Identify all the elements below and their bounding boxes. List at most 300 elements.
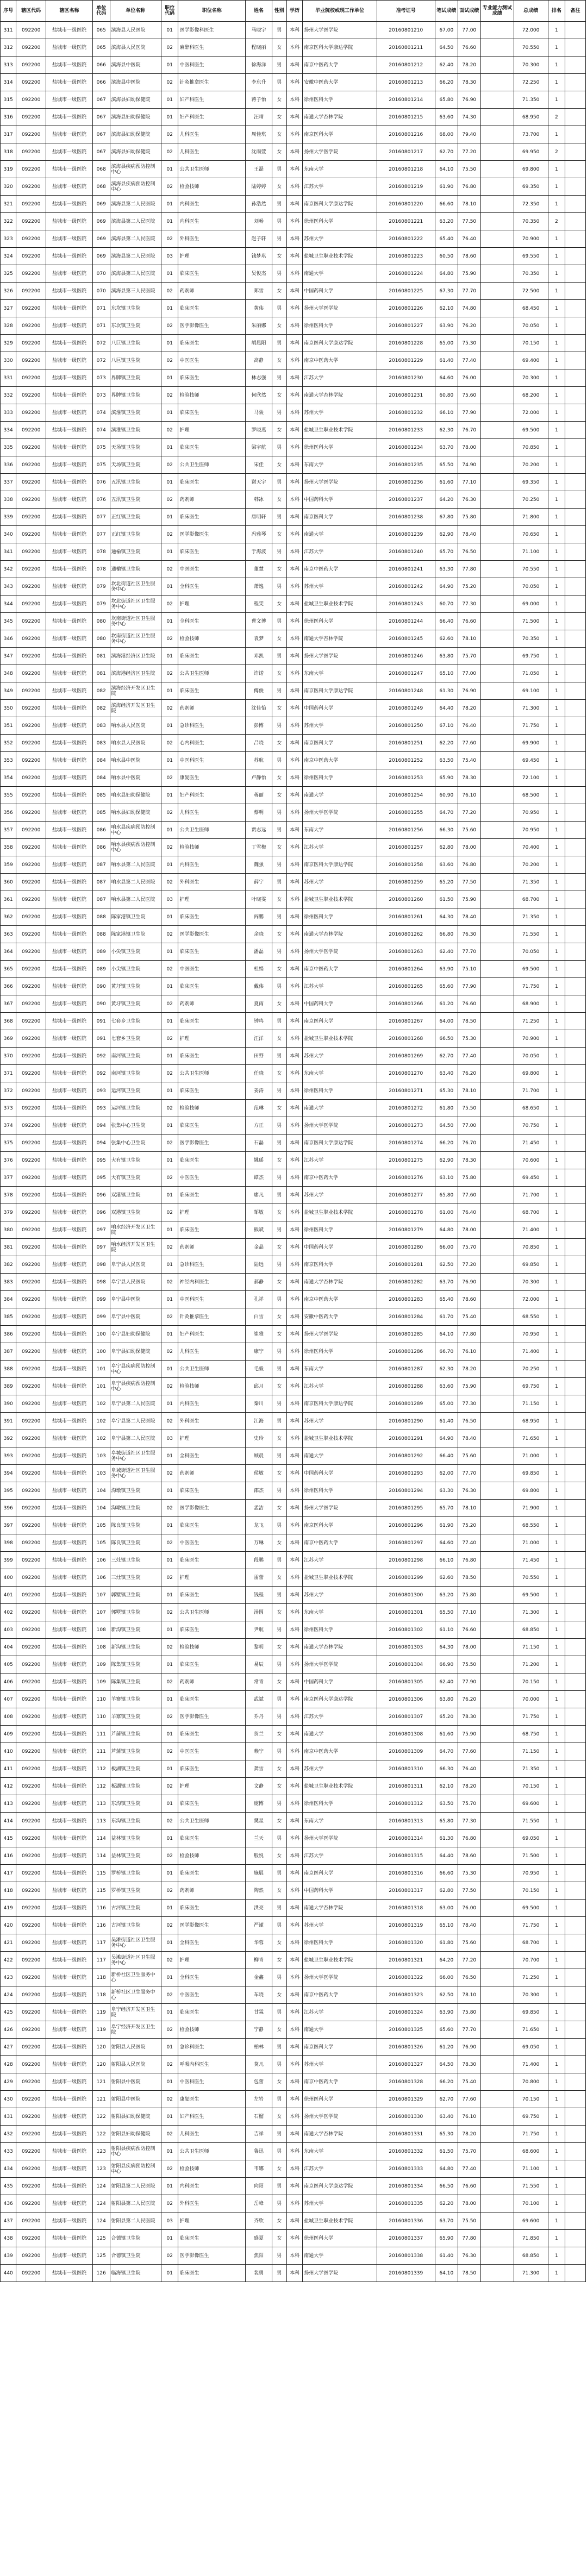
col-ticket-cell: 20160801295 bbox=[377, 1500, 435, 1517]
col-written-cell: 67.30 bbox=[435, 283, 458, 300]
col-area-code-cell: 092200 bbox=[16, 1013, 46, 1030]
col-post-name-cell: 临床医生 bbox=[178, 2004, 246, 2021]
col-name-cell: 石榴 bbox=[246, 2108, 272, 2126]
col-seq-cell: 332 bbox=[1, 387, 16, 404]
col-area-code-cell: 092200 bbox=[16, 109, 46, 126]
col-post-code-cell: 01 bbox=[161, 2143, 178, 2160]
col-unit-name-cell: 滨海县妇幼保健院 bbox=[110, 126, 161, 143]
col-remark-cell bbox=[565, 1986, 586, 2004]
col-remark-cell bbox=[565, 578, 586, 596]
col-ticket-cell: 20160801296 bbox=[377, 1517, 435, 1534]
col-unit-name-cell: 新桥社区卫生服务中心 bbox=[110, 1969, 161, 1986]
col-rank-cell: 1 bbox=[548, 265, 565, 283]
col-written-cell: 66.20 bbox=[435, 1135, 458, 1152]
col-written-cell: 64.50 bbox=[435, 2056, 458, 2073]
col-post-name-cell: 药剂师 bbox=[178, 1239, 246, 1256]
col-seq-cell: 334 bbox=[1, 422, 16, 439]
col-ticket-cell: 20160801255 bbox=[377, 804, 435, 822]
col-remark-cell bbox=[565, 1169, 586, 1187]
col-area-code-cell: 092200 bbox=[16, 1343, 46, 1361]
col-unit-name-cell: 响水县疾病预防控制中心 bbox=[110, 822, 161, 839]
col-remark-cell bbox=[565, 126, 586, 143]
col-area-name-cell: 盐城市一级医院 bbox=[46, 1169, 92, 1187]
table-row bbox=[1, 613, 586, 630]
col-unit-code-cell: 072 bbox=[93, 335, 110, 352]
col-unit-name-cell: 益林镇卫生院 bbox=[110, 1830, 161, 1847]
col-school-cell: 南通大学杏林学院 bbox=[303, 1639, 377, 1656]
col-rank-cell: 1 bbox=[548, 1465, 565, 1482]
col-unit-code-cell: 126 bbox=[93, 2265, 110, 2282]
col-area-name-cell: 盐城市一级医院 bbox=[46, 978, 92, 995]
col-post-name-cell: 检验技师 bbox=[178, 630, 246, 648]
col-name-cell: 钱程 bbox=[246, 1587, 272, 1604]
col-seq-cell: 387 bbox=[1, 1343, 16, 1361]
col-post-name-cell: 临床医生 bbox=[178, 1621, 246, 1639]
col-rank-cell: 1 bbox=[548, 1221, 565, 1239]
col-seq-cell: 389 bbox=[1, 1378, 16, 1395]
col-area-name-cell: 盐城市一级医院 bbox=[46, 1361, 92, 1378]
table-row bbox=[1, 1065, 586, 1082]
col-rank-cell: 1 bbox=[548, 1343, 565, 1361]
col-school-cell: 江苏大学 bbox=[303, 369, 377, 387]
col-written-cell: 65.40 bbox=[435, 1291, 458, 1308]
col-post-name-cell: 公共卫生医师 bbox=[178, 456, 246, 474]
col-ticket-cell: 20160801332 bbox=[377, 2143, 435, 2160]
col-school-cell: 中国药科大学 bbox=[303, 1674, 377, 1691]
col-written-cell: 66.50 bbox=[435, 2178, 458, 2195]
col-remark-cell bbox=[565, 474, 586, 491]
col-written-cell: 65.90 bbox=[435, 769, 458, 787]
col-name-cell: 兰天 bbox=[246, 1830, 272, 1847]
col-area-name-cell: 盐城市一级医院 bbox=[46, 543, 92, 561]
col-name-cell: 徐海洋 bbox=[246, 57, 272, 74]
col-ticket-cell: 20160801309 bbox=[377, 1743, 435, 1760]
col-seq-cell: 439 bbox=[1, 2247, 16, 2265]
table-row bbox=[1, 561, 586, 578]
col-remark-cell bbox=[565, 2160, 586, 2178]
col-name-cell: 梁宇航 bbox=[246, 439, 272, 456]
col-education-cell: 本科 bbox=[286, 735, 302, 752]
table-row bbox=[1, 908, 586, 926]
col-skill-cell bbox=[480, 369, 514, 387]
col-written-cell: 63.80 bbox=[435, 1691, 458, 1708]
col-remark-cell bbox=[565, 2108, 586, 2126]
col-post-code-cell: 01 bbox=[161, 1900, 178, 1917]
col-interview-cell: 77.30 bbox=[458, 596, 480, 613]
col-post-code-cell: 01 bbox=[161, 856, 178, 874]
col-post-code-cell: 01 bbox=[161, 2230, 178, 2247]
col-unit-code-cell: 081 bbox=[93, 665, 110, 682]
col-skill-cell bbox=[480, 804, 514, 822]
col-rank-cell: 1 bbox=[548, 1187, 565, 1204]
col-interview-cell: 76.20 bbox=[458, 1691, 480, 1708]
col-seq-cell: 325 bbox=[1, 265, 16, 283]
col-seq-cell: 413 bbox=[1, 1795, 16, 1813]
col-rank-cell: 1 bbox=[548, 509, 565, 526]
col-post-name-cell: 儿科医生 bbox=[178, 126, 246, 143]
col-interview-cell: 76.80 bbox=[458, 856, 480, 874]
col-school-cell: 扬州大学医学院 bbox=[303, 1969, 377, 1986]
col-unit-name-cell: 吴滩街道社区卫生服务中心 bbox=[110, 1952, 161, 1969]
col-unit-code-cell: 116 bbox=[93, 1917, 110, 1934]
col-area-name-cell: 盐城市一级医院 bbox=[46, 787, 92, 804]
col-interview-cell: 77.00 bbox=[458, 665, 480, 682]
col-seq-cell: 393 bbox=[1, 1447, 16, 1465]
col-gender-cell: 男 bbox=[272, 1743, 286, 1760]
col-gender-cell: 女 bbox=[272, 891, 286, 908]
col-interview-cell: 76.20 bbox=[458, 317, 480, 335]
col-written-cell: 66.50 bbox=[435, 1030, 458, 1048]
col-rank-cell: 1 bbox=[548, 2004, 565, 2021]
col-area-name-cell: 盐城市一级医院 bbox=[46, 1447, 92, 1465]
col-interview-cell: 75.30 bbox=[458, 335, 480, 352]
col-rank-cell: 1 bbox=[548, 561, 565, 578]
col-gender-cell: 男 bbox=[272, 1395, 286, 1413]
col-area-name-cell: 盐城市一级医院 bbox=[46, 1882, 92, 1900]
col-interview-cell: 78.20 bbox=[458, 700, 480, 717]
col-remark-cell bbox=[565, 1865, 586, 1882]
col-unit-code-cell: 097 bbox=[93, 1221, 110, 1239]
table-row bbox=[1, 1674, 586, 1691]
col-rank-cell: 1 bbox=[548, 1969, 565, 1986]
col-total-cell: 70.700 bbox=[514, 1952, 548, 1969]
col-area-code-cell: 092200 bbox=[16, 248, 46, 265]
col-interview-cell: 75.60 bbox=[458, 1447, 480, 1465]
col-gender-cell: 女 bbox=[272, 1204, 286, 1221]
col-education-cell: 本科 bbox=[286, 682, 302, 700]
col-gender-cell: 女 bbox=[272, 1534, 286, 1552]
col-unit-code-cell: 076 bbox=[93, 474, 110, 491]
col-seq-cell: 376 bbox=[1, 1152, 16, 1169]
col-remark-cell bbox=[565, 317, 586, 335]
col-gender-cell: 女 bbox=[272, 1326, 286, 1343]
col-gender-cell: 男 bbox=[272, 943, 286, 961]
col-seq-cell: 386 bbox=[1, 1326, 16, 1343]
col-gender-cell: 女 bbox=[272, 926, 286, 943]
col-seq-cell: 355 bbox=[1, 787, 16, 804]
col-total-cell: 70.550 bbox=[514, 561, 548, 578]
col-school-cell: 盐城卫生职业技术学院 bbox=[303, 248, 377, 265]
col-post-code-cell: 01 bbox=[161, 91, 178, 109]
col-area-code-cell: 092200 bbox=[16, 2108, 46, 2126]
col-post-code-cell: 02 bbox=[161, 456, 178, 474]
col-post-code-cell: 02 bbox=[161, 1674, 178, 1691]
col-area-name-cell: 盐城市一级医院 bbox=[46, 2160, 92, 2178]
col-post-code-cell: 01 bbox=[161, 1395, 178, 1413]
col-area-code-cell: 092200 bbox=[16, 1065, 46, 1082]
col-unit-code-cell: 107 bbox=[93, 1604, 110, 1621]
col-ticket-cell: 20160801270 bbox=[377, 1065, 435, 1082]
col-written-cell: 63.50 bbox=[435, 1795, 458, 1813]
col-ticket-cell: 20160801245 bbox=[377, 630, 435, 648]
col-area-name-cell: 盐城市一级医院 bbox=[46, 1986, 92, 2004]
col-post-name-cell: 护理 bbox=[178, 1030, 246, 1048]
col-gender-cell: 男 bbox=[272, 1656, 286, 1674]
col-unit-name-cell: 张集中心卫生院 bbox=[110, 1135, 161, 1152]
col-school-cell: 南京医科大学康达学院 bbox=[303, 856, 377, 874]
col-post-name-cell: 临床医生 bbox=[178, 648, 246, 665]
col-rank-cell: 1 bbox=[548, 369, 565, 387]
col-skill-cell bbox=[480, 2265, 514, 2282]
col-unit-code-cell: 123 bbox=[93, 2143, 110, 2160]
col-area-code-cell: 092200 bbox=[16, 700, 46, 717]
col-post-code-cell: 01 bbox=[161, 1256, 178, 1274]
col-name-cell: 曹文博 bbox=[246, 613, 272, 630]
col-unit-name-cell: 射阳县第二人民医院 bbox=[110, 2178, 161, 2195]
col-skill-cell bbox=[480, 22, 514, 39]
col-remark-cell bbox=[565, 300, 586, 317]
col-interview-cell: 78.40 bbox=[458, 526, 480, 543]
col-name-cell: 金鑫 bbox=[246, 1969, 272, 1986]
col-area-code-cell: 092200 bbox=[16, 509, 46, 526]
col-name-cell: 谭杰 bbox=[246, 1169, 272, 1187]
col-post-code-cell: 02 bbox=[161, 804, 178, 822]
col-seq-cell: 314 bbox=[1, 74, 16, 91]
col-unit-name-cell: 阜宁县疾病预防控制中心 bbox=[110, 1361, 161, 1378]
col-total-cell: 70.200 bbox=[514, 856, 548, 874]
col-seq-cell: 427 bbox=[1, 2039, 16, 2056]
col-area-code-cell: 092200 bbox=[16, 1639, 46, 1656]
col-area-name-cell: 盐城市一级医院 bbox=[46, 1847, 92, 1865]
col-unit-code-cell: 083 bbox=[93, 717, 110, 735]
col-remark-cell bbox=[565, 1621, 586, 1639]
col-education-cell: 本科 bbox=[286, 1135, 302, 1152]
col-name-cell: 龚雪 bbox=[246, 1760, 272, 1778]
col-post-name-cell: 临床医生 bbox=[178, 1795, 246, 1813]
col-remark-cell bbox=[565, 804, 586, 822]
col-skill-cell bbox=[480, 1100, 514, 1117]
col-area-code-cell: 092200 bbox=[16, 1465, 46, 1482]
col-ticket-cell: 20160801211 bbox=[377, 39, 435, 57]
col-interview-cell: 78.40 bbox=[458, 908, 480, 926]
col-seq-cell: 383 bbox=[1, 1274, 16, 1291]
col-area-code-cell: 092200 bbox=[16, 352, 46, 369]
col-total-header: 总成绩 bbox=[514, 1, 548, 22]
col-skill-cell bbox=[480, 1830, 514, 1847]
col-interview-cell: 78.40 bbox=[458, 1430, 480, 1447]
col-total-cell: 70.950 bbox=[514, 1865, 548, 1882]
col-written-cell: 61.30 bbox=[435, 682, 458, 700]
col-school-cell: 南京医科大学康达学院 bbox=[303, 335, 377, 352]
col-area-code-cell: 092200 bbox=[16, 596, 46, 613]
col-school-cell: 徐州医科大学 bbox=[303, 908, 377, 926]
col-area-code-cell: 092200 bbox=[16, 265, 46, 283]
table-row bbox=[1, 1500, 586, 1517]
col-gender-cell: 男 bbox=[272, 1135, 286, 1152]
col-total-cell: 70.550 bbox=[514, 39, 548, 57]
col-total-cell: 71.250 bbox=[514, 1969, 548, 1986]
col-unit-code-cell: 084 bbox=[93, 752, 110, 769]
col-total-cell: 70.300 bbox=[514, 57, 548, 74]
col-unit-name-cell: 古河镇卫生院 bbox=[110, 1917, 161, 1934]
table-row bbox=[1, 1934, 586, 1952]
col-name-cell: 潘磊 bbox=[246, 943, 272, 961]
col-ticket-cell: 20160801324 bbox=[377, 2004, 435, 2021]
col-rank-cell: 1 bbox=[548, 2021, 565, 2039]
col-total-cell: 71.550 bbox=[514, 926, 548, 943]
col-remark-cell bbox=[565, 1656, 586, 1674]
col-rank-cell: 1 bbox=[548, 456, 565, 474]
col-seq-cell: 348 bbox=[1, 665, 16, 682]
col-education-cell: 本科 bbox=[286, 1534, 302, 1552]
col-education-cell: 本科 bbox=[286, 2021, 302, 2039]
col-gender-cell: 女 bbox=[272, 422, 286, 439]
col-total-cell: 70.850 bbox=[514, 1239, 548, 1256]
col-education-cell: 本科 bbox=[286, 283, 302, 300]
col-post-name-cell: 药剂师 bbox=[178, 1882, 246, 1900]
col-total-cell: 68.950 bbox=[514, 109, 548, 126]
col-post-code-cell: 02 bbox=[161, 665, 178, 682]
col-area-code-cell: 092200 bbox=[16, 369, 46, 387]
table-row bbox=[1, 961, 586, 978]
col-written-cell: 64.40 bbox=[435, 1847, 458, 1865]
col-post-code-cell: 02 bbox=[161, 1882, 178, 1900]
col-post-code-cell: 01 bbox=[161, 1621, 178, 1639]
col-interview-cell: 77.50 bbox=[458, 874, 480, 891]
col-post-name-cell: 医学影像医生 bbox=[178, 926, 246, 943]
col-post-code-cell: 02 bbox=[161, 1465, 178, 1482]
col-unit-code-cell: 079 bbox=[93, 596, 110, 613]
table-row bbox=[1, 717, 586, 735]
col-total-cell: 68.600 bbox=[514, 2143, 548, 2160]
col-total-cell: 71.150 bbox=[514, 1395, 548, 1413]
table-row bbox=[1, 1413, 586, 1430]
col-gender-cell: 男 bbox=[272, 1343, 286, 1361]
col-gender-cell: 女 bbox=[272, 1378, 286, 1395]
col-area-name-cell: 盐城市一级医院 bbox=[46, 196, 92, 213]
col-remark-cell bbox=[565, 143, 586, 161]
col-written-cell: 66.60 bbox=[435, 196, 458, 213]
col-total-cell: 71.100 bbox=[514, 543, 548, 561]
col-gender-cell: 男 bbox=[272, 335, 286, 352]
col-school-cell: 苏州大学 bbox=[303, 1917, 377, 1934]
col-skill-cell bbox=[480, 178, 514, 196]
col-written-cell: 61.40 bbox=[435, 1413, 458, 1430]
col-unit-code-cell: 110 bbox=[93, 1691, 110, 1708]
table-row bbox=[1, 1221, 586, 1239]
col-post-name-cell: 临床医生 bbox=[178, 474, 246, 491]
col-area-name-cell: 盐城市一级医院 bbox=[46, 1587, 92, 1604]
col-remark-cell bbox=[565, 456, 586, 474]
col-area-code-cell: 092200 bbox=[16, 2160, 46, 2178]
col-ticket-cell: 20160801300 bbox=[377, 1587, 435, 1604]
col-education-cell: 本科 bbox=[286, 1917, 302, 1934]
col-rank-cell: 1 bbox=[548, 822, 565, 839]
col-written-cell: 65.50 bbox=[435, 456, 458, 474]
col-skill-cell bbox=[480, 891, 514, 908]
col-rank-cell: 1 bbox=[548, 2143, 565, 2160]
col-seq-cell: 408 bbox=[1, 1708, 16, 1726]
col-education-cell: 本科 bbox=[286, 265, 302, 283]
col-rank-cell: 1 bbox=[548, 1082, 565, 1100]
col-name-cell: 方正 bbox=[246, 1117, 272, 1135]
col-education-cell: 本科 bbox=[286, 787, 302, 804]
col-gender-cell: 女 bbox=[272, 1308, 286, 1326]
col-name-cell: 魏强 bbox=[246, 856, 272, 874]
col-interview-cell: 76.60 bbox=[458, 39, 480, 57]
col-ticket-cell: 20160801264 bbox=[377, 961, 435, 978]
col-remark-cell bbox=[565, 1900, 586, 1917]
col-unit-name-cell: 射阳县疾病预防控制中心 bbox=[110, 2143, 161, 2160]
col-education-cell: 本科 bbox=[286, 1830, 302, 1847]
col-total-cell: 68.550 bbox=[514, 1308, 548, 1326]
table-row bbox=[1, 335, 586, 352]
col-name-cell: 丁雪梅 bbox=[246, 839, 272, 856]
col-ticket-cell: 20160801220 bbox=[377, 196, 435, 213]
col-interview-cell: 76.80 bbox=[458, 1830, 480, 1847]
col-post-name-header: 职位名称 bbox=[178, 1, 246, 22]
col-seq-cell: 370 bbox=[1, 1048, 16, 1065]
col-area-name-cell: 盐城市一级医院 bbox=[46, 961, 92, 978]
col-rank-cell: 1 bbox=[548, 352, 565, 369]
table-row bbox=[1, 1048, 586, 1065]
col-school-cell: 南通大学 bbox=[303, 1726, 377, 1743]
col-school-cell: 南通大学 bbox=[303, 526, 377, 543]
col-education-cell: 本科 bbox=[286, 22, 302, 39]
col-rank-cell: 1 bbox=[548, 630, 565, 648]
col-education-cell: 本科 bbox=[286, 404, 302, 422]
col-skill-cell bbox=[480, 283, 514, 300]
col-gender-cell: 男 bbox=[272, 1447, 286, 1465]
col-ticket-cell: 20160801216 bbox=[377, 126, 435, 143]
col-ticket-cell: 20160801287 bbox=[377, 1361, 435, 1378]
col-rank-cell: 1 bbox=[548, 39, 565, 57]
col-area-name-cell: 盐城市一级医院 bbox=[46, 1239, 92, 1256]
col-rank-cell: 1 bbox=[548, 1552, 565, 1569]
col-ticket-cell: 20160801283 bbox=[377, 1291, 435, 1308]
col-education-cell: 本科 bbox=[286, 2108, 302, 2126]
col-rank-cell: 1 bbox=[548, 335, 565, 352]
col-gender-cell: 男 bbox=[272, 874, 286, 891]
col-area-name-cell: 盐城市一级医院 bbox=[46, 387, 92, 404]
col-total-cell: 70.750 bbox=[514, 1117, 548, 1135]
table-row bbox=[1, 57, 586, 74]
col-ticket-cell: 20160801320 bbox=[377, 1934, 435, 1952]
col-area-code-cell: 092200 bbox=[16, 1552, 46, 1569]
col-gender-cell: 女 bbox=[272, 126, 286, 143]
col-area-name-cell: 盐城市一级医院 bbox=[46, 804, 92, 822]
col-gender-cell: 女 bbox=[272, 735, 286, 752]
col-written-cell: 65.10 bbox=[435, 665, 458, 682]
col-name-cell: 姜涛 bbox=[246, 1082, 272, 1100]
col-post-name-cell: 中医科医生 bbox=[178, 57, 246, 74]
col-ticket-cell: 20160801267 bbox=[377, 1013, 435, 1030]
col-skill-cell bbox=[480, 1013, 514, 1030]
col-interview-cell: 75.20 bbox=[458, 578, 480, 596]
col-post-code-cell: 02 bbox=[161, 74, 178, 91]
col-interview-cell: 77.50 bbox=[458, 1882, 480, 1900]
col-school-cell: 江苏大学 bbox=[303, 1378, 377, 1395]
col-area-code-cell: 092200 bbox=[16, 613, 46, 630]
col-skill-cell bbox=[480, 1343, 514, 1361]
col-post-code-cell: 01 bbox=[161, 1048, 178, 1065]
col-unit-name-header: 单位名称 bbox=[110, 1, 161, 22]
col-skill-cell bbox=[480, 404, 514, 422]
col-remark-cell bbox=[565, 352, 586, 369]
table-row bbox=[1, 126, 586, 143]
col-post-code-cell: 01 bbox=[161, 265, 178, 283]
col-interview-cell: 75.90 bbox=[458, 1378, 480, 1395]
col-seq-cell: 401 bbox=[1, 1587, 16, 1604]
col-name-cell: 陆婷婷 bbox=[246, 178, 272, 196]
col-ticket-cell: 20160801222 bbox=[377, 230, 435, 248]
col-post-code-cell: 02 bbox=[161, 1308, 178, 1326]
col-written-cell: 64.70 bbox=[435, 1743, 458, 1760]
col-unit-name-cell: 射阳县疾病预防控制中心 bbox=[110, 2160, 161, 2178]
col-area-name-cell: 盐城市一级医院 bbox=[46, 1917, 92, 1934]
col-written-cell: 66.40 bbox=[435, 1447, 458, 1465]
col-unit-code-cell: 108 bbox=[93, 1621, 110, 1639]
